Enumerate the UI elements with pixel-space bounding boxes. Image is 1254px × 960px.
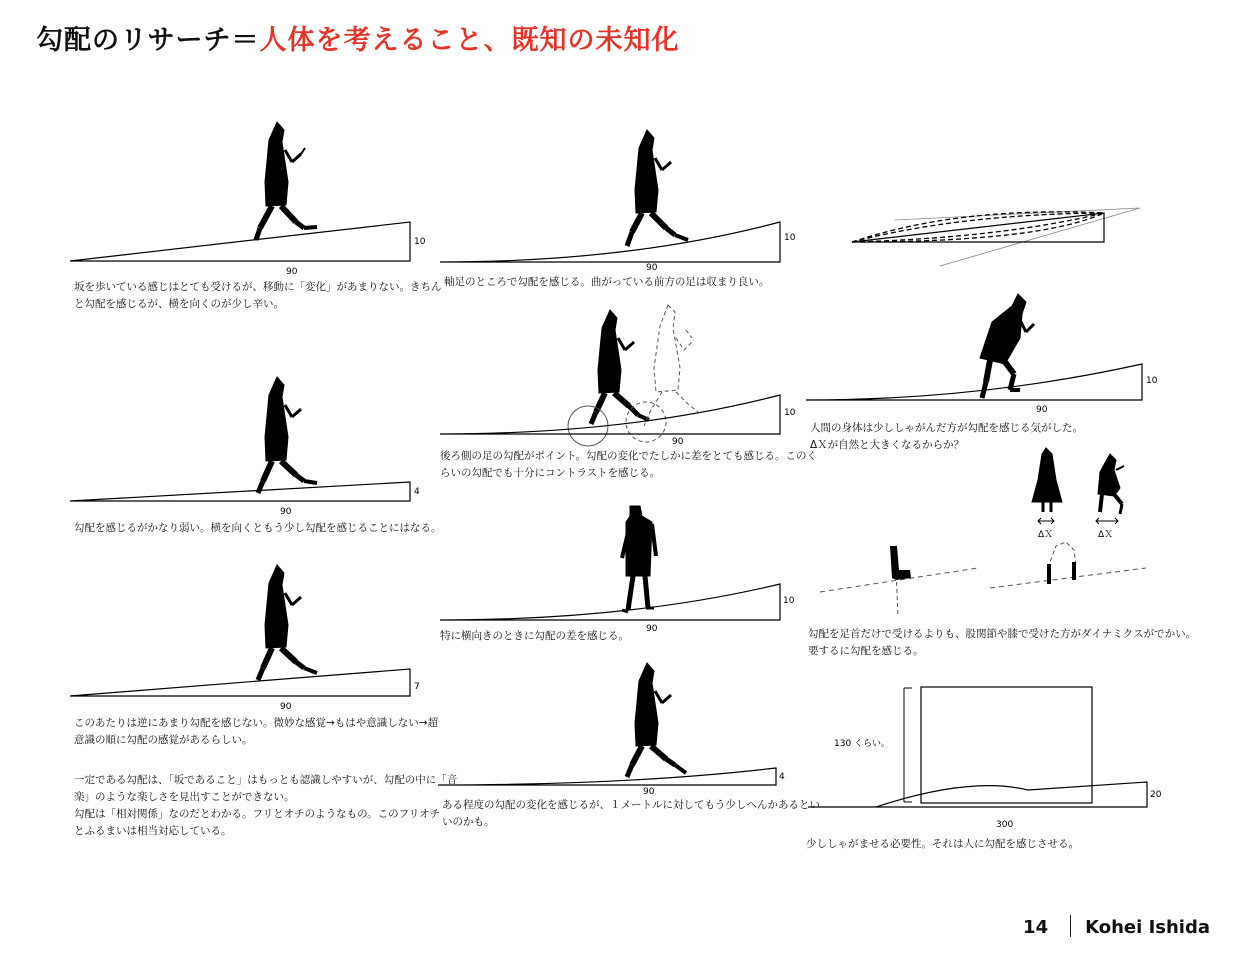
caption-line: 坂を歩いている感じはとても受けるが、移動に「変化」があまりない。きちん — [74, 281, 442, 293]
caption-10 — [808, 626, 1196, 660]
curved-slope — [438, 768, 776, 785]
caption-1 — [74, 279, 442, 313]
thin-tangent-line — [895, 208, 1140, 220]
slope-curves-overlay — [840, 200, 1150, 270]
crouching-figure-small — [1098, 454, 1124, 514]
caption-2 — [74, 520, 442, 537]
caption-line: とふるまいは相当対応している。 — [74, 825, 232, 837]
caption-7 — [442, 797, 820, 831]
crouching-person-silhouette — [980, 294, 1034, 398]
title-black: 勾配のリサーチ＝ — [36, 25, 260, 56]
caption-line: 一定である勾配は、「坂であること」はもっとも認識しやすいが、勾配の中に「音 — [74, 774, 458, 786]
caption-line: と勾配を感じるが、横を向くのが少し辛い。 — [74, 298, 284, 310]
slope-width-label: 300 — [996, 820, 1014, 830]
caption-line: 要するに勾配を感じる。 — [808, 645, 924, 657]
slope-height-label: 20 — [1150, 790, 1162, 800]
caption-line: 特に横向きのときに勾配の差を感じる。 — [440, 630, 629, 642]
curved-slope-figure-9 — [800, 290, 1180, 420]
caption-line: 後ろ側の足の勾配がポイント。勾配の変化でたしかに差をとても感じる。このく — [440, 450, 818, 462]
curved-slope — [440, 222, 780, 262]
ankle-circle-dashed — [626, 402, 666, 442]
dashed-slope-line — [990, 568, 1146, 588]
curved-slope — [806, 364, 1142, 400]
slope-width-label: 90 — [646, 624, 658, 634]
slope-width-label: 90 — [286, 267, 298, 277]
dashed-leg-outline — [1048, 542, 1076, 582]
slope-figure-3 — [60, 555, 440, 715]
slope-width-label: 90 — [280, 507, 292, 517]
footer-divider — [1070, 915, 1071, 937]
caption-line: ΔＸが自然と大きくなるからか？ — [810, 439, 965, 451]
walking-person-silhouette — [256, 122, 317, 240]
slope-wedge — [70, 222, 410, 261]
note-caption — [74, 772, 457, 840]
caption-line: 人間の身体は少ししゃがんだ方が勾配を感じる気がした。 — [810, 422, 1083, 434]
caption-4 — [444, 274, 769, 291]
walking-person-silhouette — [591, 310, 649, 424]
caption-line: 少ししゃがませる必要性。それは人に勾配を感じさせる。 — [806, 838, 1079, 850]
delta-x-label-2: ΔＸ — [1098, 530, 1114, 540]
caption-line: 勾配を感じるがかなり弱い。横を向くともう少し勾配を感じることにはなる。 — [74, 522, 442, 534]
caption-line: 勾配を足首だけで受けるよりも、股関節や膝で受けた方がダイナミクスがでかい。 — [808, 628, 1197, 640]
caption-line: 勾配は「相対関係」なのだとわかる。フリとオチのようなもの。このフリオチ — [74, 808, 441, 820]
slope-height-label: 10 — [784, 408, 796, 418]
slope-width-label: 90 — [646, 263, 658, 273]
page-footer — [1023, 915, 1210, 938]
curved-slope — [440, 584, 780, 620]
box-height-label: 130 くらい。 — [834, 739, 891, 749]
slope-height-label: 10 — [784, 233, 796, 243]
slope-width-label: 90 — [1036, 405, 1048, 415]
walking-person-silhouette — [258, 565, 317, 680]
curved-slope-figure-5 — [430, 300, 820, 450]
slope-height-label: 10 — [783, 596, 795, 606]
slope-figure-1 — [60, 110, 440, 282]
caption-line: いのかも。 — [442, 816, 495, 828]
caption-line: ある程度の勾配の変化を感じるが、１メートルに対してもう少しへんかあるとい — [442, 799, 820, 811]
standing-figure-small — [1032, 448, 1062, 512]
ankle-boot-shape — [890, 546, 911, 580]
author-name: Kohei Ishida — [1085, 917, 1210, 938]
delta-x-comparison-figure — [810, 440, 1160, 625]
caption-line: 軸足のところで勾配を感じる。曲がっている前方の足は収まり良い。 — [444, 276, 770, 288]
title-red: 人体を考えること、既知の未知化 — [259, 25, 680, 56]
caption-line: このあたりは逆にあまり勾配を感じない。微妙な感覚→もはや意識しない→超 — [74, 717, 439, 729]
slope-width-label: 90 — [643, 787, 655, 797]
delta-x-arrow-1 — [1038, 518, 1054, 524]
leg-stump — [1047, 564, 1051, 584]
walking-person-silhouette — [627, 130, 688, 246]
caption-5 — [440, 448, 817, 482]
ghost-person-dashed — [644, 305, 698, 426]
caption-11 — [806, 836, 1079, 853]
slope-height-label: 10 — [1146, 376, 1158, 386]
caption-6 — [440, 628, 629, 645]
slope-height-label: 10 — [414, 237, 426, 247]
standing-person-silhouette — [622, 506, 656, 612]
slope-figure-2 — [60, 365, 440, 520]
curved-slope-figure-4 — [430, 122, 820, 277]
slope-wedge — [70, 482, 410, 501]
caption-line: 楽」のような楽しさを見出すことができない。 — [74, 791, 295, 803]
walking-person-silhouette — [258, 377, 317, 493]
delta-x-label-1: ΔＸ — [1038, 530, 1054, 540]
caption-line: らいの勾配でも十分にコントラストを感じる。 — [440, 467, 661, 479]
slope-height-label: 4 — [779, 772, 785, 782]
slope-width-label: 90 — [280, 702, 292, 712]
walking-person-silhouette — [627, 663, 686, 777]
leg-stump — [1072, 562, 1076, 580]
slope-wedge — [852, 213, 1104, 242]
box-on-slope-figure — [800, 678, 1180, 838]
slope-width-label: 90 — [672, 437, 684, 447]
curved-slope-figure-7 — [430, 655, 820, 800]
slope-height-label: 7 — [414, 682, 420, 692]
caption-line: 意識の順に勾配の感覚があるらしい。 — [74, 734, 253, 746]
curved-slope — [440, 395, 780, 434]
page-title — [36, 18, 679, 57]
box-rectangle — [921, 687, 1092, 803]
page-number: 14 — [1023, 917, 1049, 938]
delta-x-arrow-2 — [1096, 518, 1118, 524]
caption-3 — [74, 715, 438, 749]
curved-slope-figure-6 — [430, 498, 820, 638]
slope-height-label: 4 — [414, 487, 420, 497]
slope-wedge — [70, 669, 410, 696]
